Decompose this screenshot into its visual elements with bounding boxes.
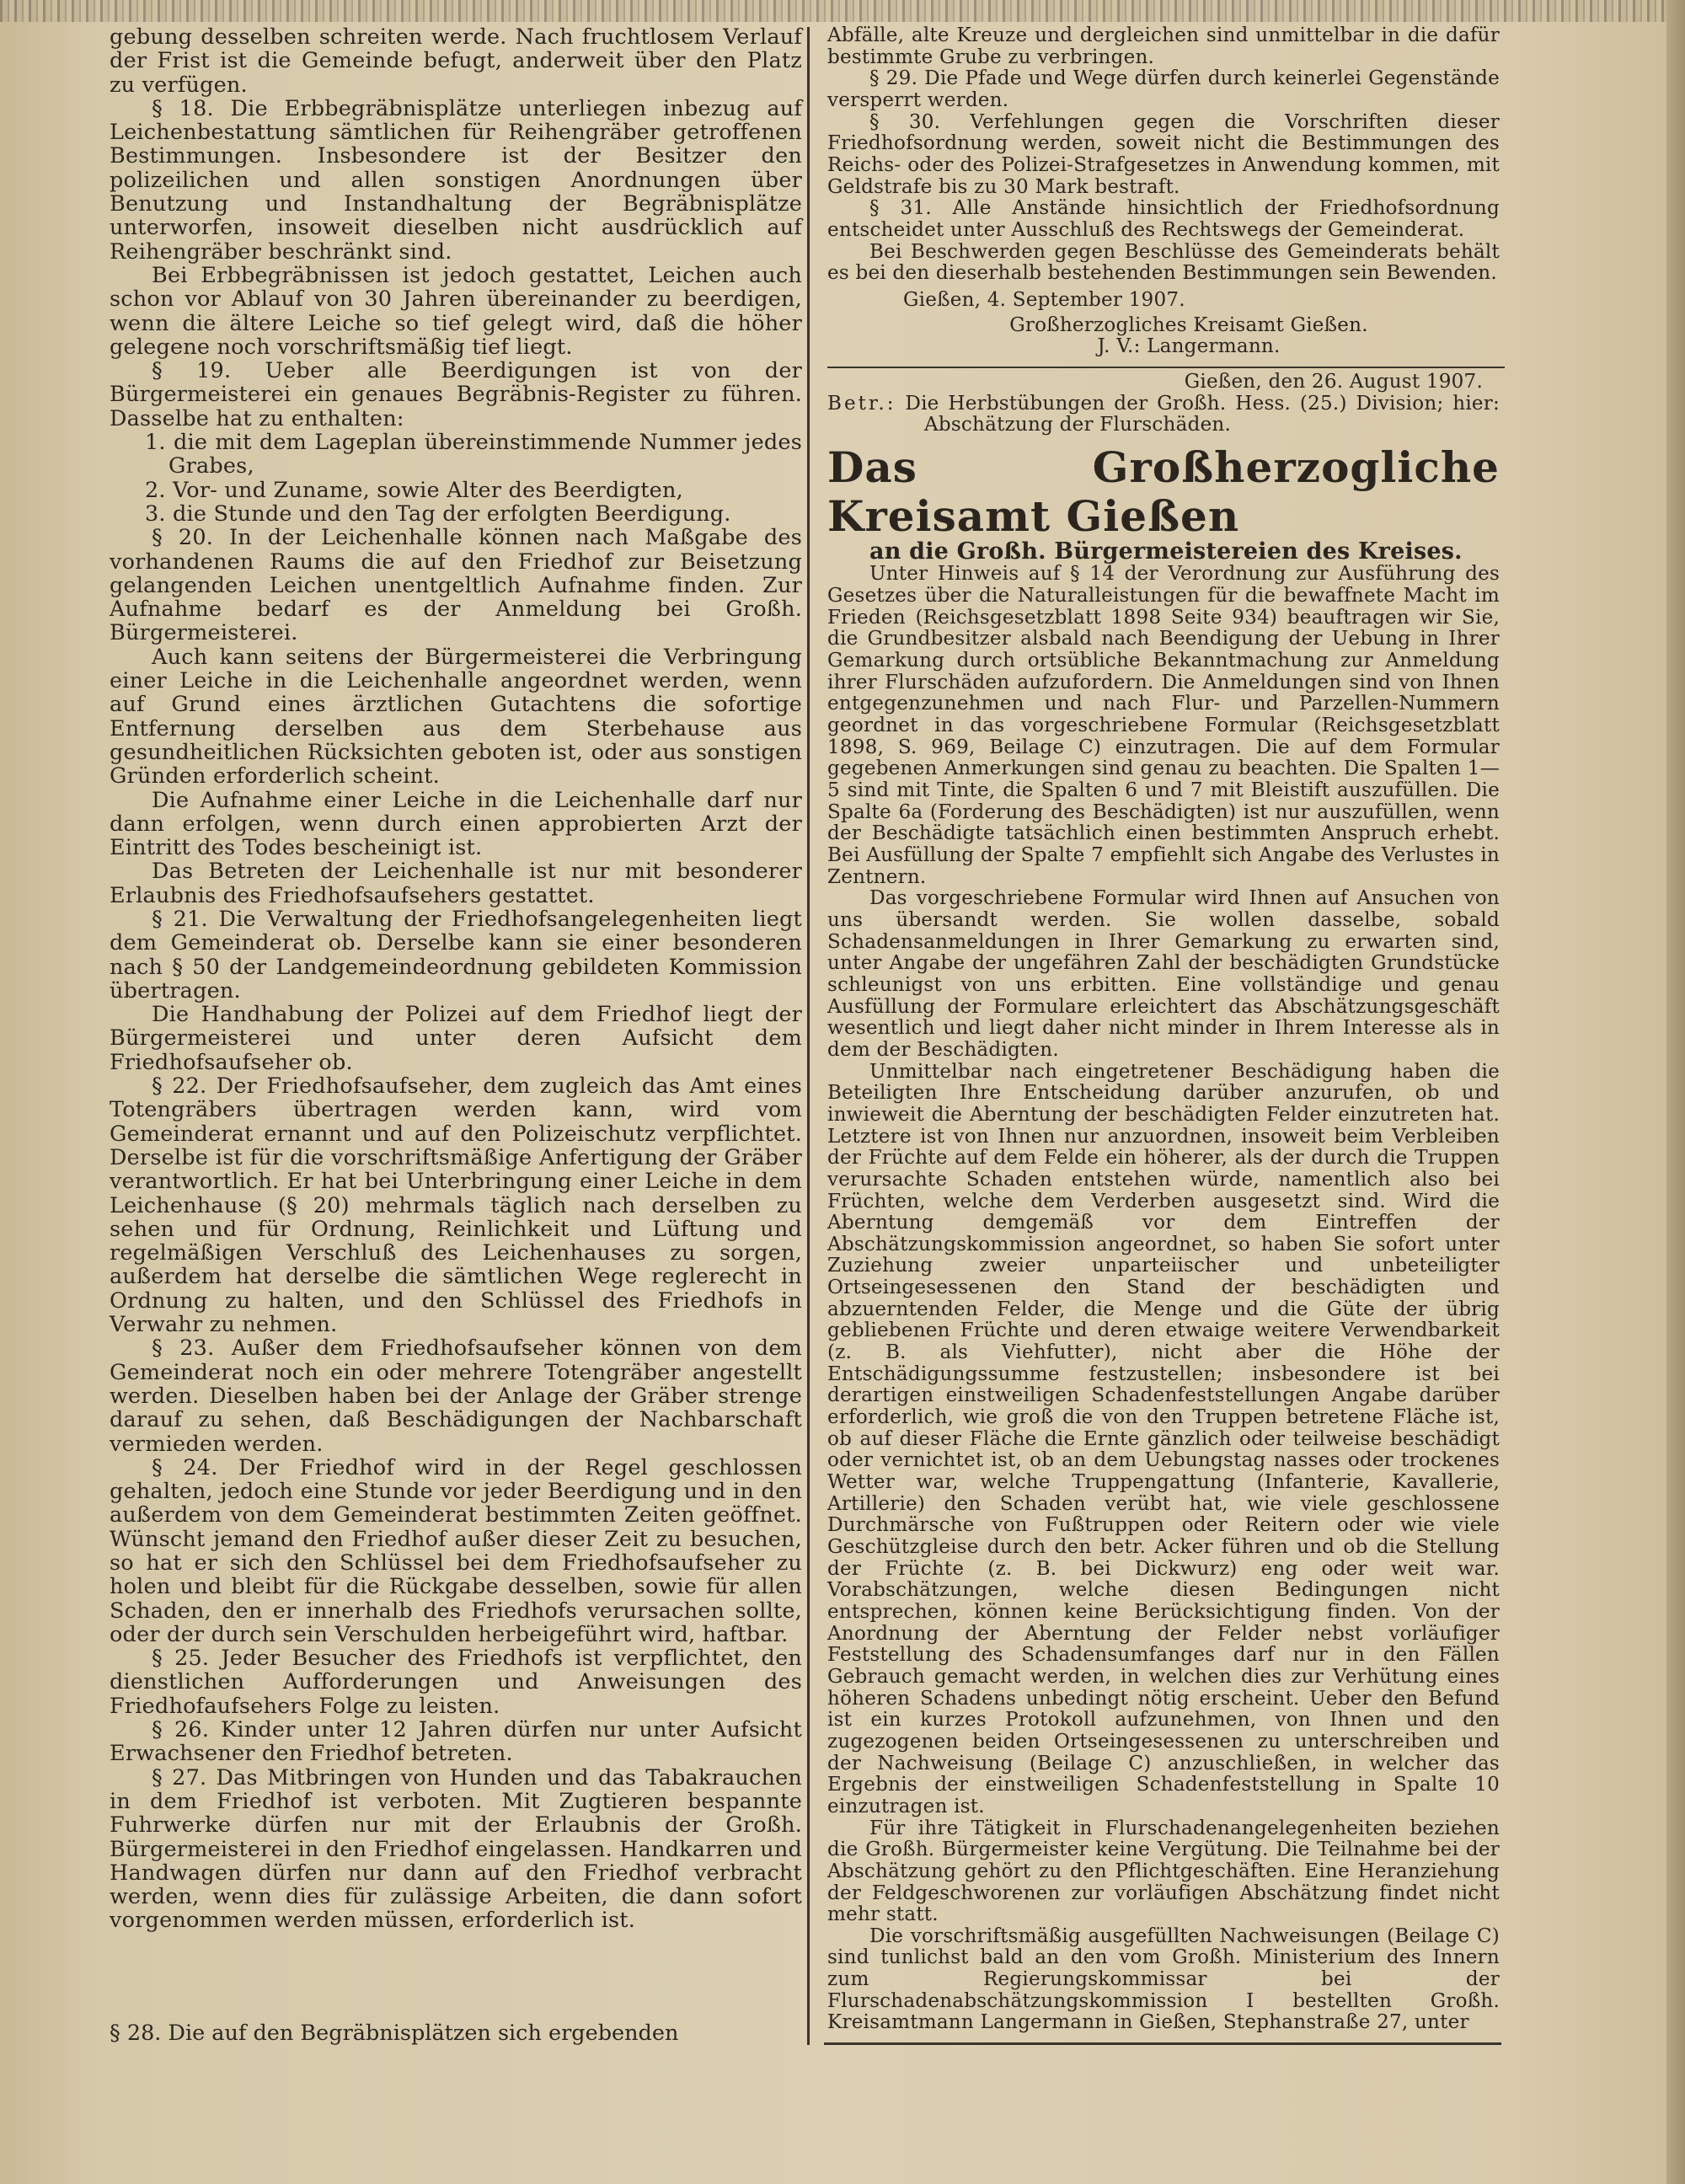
paragraph: Bei Beschwerden gegen Beschlüsse des Gemeinderats behält es bei den dieserhalb bestehenden Bestimmungen sein Bewenden.: [827, 240, 1500, 285]
paragraph: § 26. Kinder unter 12 Jahren dürfen nur unter Aufsicht Erwachsener den Friedhof betreten.: [110, 1717, 802, 1767]
paragraph: Das Betreten der Leichenhalle ist nur mit besonderer Erlaubnis des Friedhofsaufsehers gestattet.: [110, 859, 802, 908]
subject-text: Die Herbstübungen der Großh. Hess. (25.) Division; hier: Abschätzung der Flurschäden.: [905, 392, 1500, 436]
notice-paragraph: Unter Hinweis auf § 14 der Verordnung zur Ausführung des Gesetzes über die Naturalleistungen für die bewaffnete Macht im Frieden (Reichsgesetzblatt 1898 Seite 934) beauftragen wir Sie, die Grundbesitzer alsbald nach Beendigung der Uebung in Ihrer Gemarkung durch ortsübliche Bekanntmachung zur Anmeldung ihrer Flurschäden aufzufordern. Die Anmeldungen sind von Ihnen entgegenzunehmen und nach Flur- und Parzellen-Nummern geordnet in das vorgeschriebene Formular (Reichsgesetzblatt 1898, S. 969, Beilage C) einzutragen. Die auf dem Formular gegebenen Anmerkungen sind genau zu beachten. Die Spalten 1—5 sind mit Tinte, die Spalten 6 und 7 mit Bleistift auszufüllen. Die Spalte 6a (Forderung des Beschädigten) ist nur auszufüllen, wenn der Beschädigte tatsächlich einen bestimmten Anspruch erhebt. Bei Ausfüllung der Spalte 7 empfiehlt sich Angabe des Verlustes in Zentnern.: [827, 563, 1500, 888]
paragraph: Auch kann seitens der Bürgermeisterei die Verbringung einer Leiche in die Leichenhalle angeordnet werden, wenn auf Grund eines ärztlichen Gutachtens die sofortige Entfernung derselben aus dem Sterbehause aus gesundheitlichen Rücksichten geboten ist, oder aus sonstigen Gründen erforderlich scheint.: [110, 644, 802, 790]
paragraph: gebung desselben schreiten werde. Nach fruchtlosem Verlauf der Frist ist die Gemeinde befugt, anderweit über den Platz zu verfügen.: [110, 24, 802, 98]
page-margin-shadow: [1666, 0, 1685, 2184]
paragraph: § 29. Die Pfade und Wege dürfen durch keinerlei Gegenstände versperrt werden.: [827, 67, 1500, 111]
paragraph: Bei Erbbegräbnissen ist jedoch gestattet, Leichen auch schon vor Ablauf von 30 Jahren übereinander zu beerdigen, wenn die ältere Leiche so tief gelegt wird, daß die höher gelegene noch vorschriftsmäßig tief liegt.: [110, 262, 802, 360]
left-column-last-line: § 28. Die auf den Begräbnisplätzen sich ergebenden: [110, 2021, 679, 2046]
notice-body: [827, 564, 1500, 2034]
paragraph: § 18. Die Erbbegräbnisplätze unterliegen inbezug auf Leichenbestattung sämtlichen für Reihengräber getroffenen Bestimmungen. Insbesondere ist der Besitzer den polizeilichen und allen sonstigen Anordnungen über Benutzung und Instandhaltung der Begräbnisplätze unterworfen, insoweit dieselben nicht ausdrücklich auf Reihengräber beschränkt sind.: [110, 95, 802, 265]
notice-dateline: Gießen, den 26. August 1907.: [1184, 370, 1483, 393]
paragraph: § 22. Der Friedhofsaufseher, dem zugleich das Amt eines Totengräbers übertragen werden kann, wird vom Gemeinderat ernannt und auf den Polizeischutz verpflichtet. Derselbe ist für die vorschriftsmäßige Anfertigung der Gräber verantwortlich. Er hat bei Unterbringung einer Leiche in dem Leichenhause (§ 20) mehrmals täglich nach derselben zu sehen und für Ordnung, Reinlichkeit und Lüftung und regelmäßigen Verschluß des Leichenhauses zu sorgen, außerdem hat derselbe die sämtlichen Wege reglerecht in Ordnung zu halten, und den Schlüssel des Friedhofs in Verwahr zu nehmen.: [110, 1073, 802, 1338]
subject-label: Betr.:: [827, 392, 896, 415]
notice-paragraph: Für ihre Tätigkeit in Flurschadenangelegenheiten beziehen die Großh. Bürgermeister keine Vergütung. Die Teilnahme bei der Abschätzung gehört zu den Pflichtgeschäften. Eine Heranziehung der Feldgeschworenen zur vorläufigen Abschätzung findet nicht mehr statt.: [827, 1817, 1500, 1926]
paragraph: § 19. Ueber alle Beerdigungen ist von der Bürgermeisterei ein genaues Begräbnis-Register zu führen. Dasselbe hat zu enthalten:: [110, 358, 802, 431]
register-list-item: 2. Vor- und Zuname, sowie Alter des Beerdigten,: [145, 477, 683, 503]
paragraph: § 31. Alle Anstände hinsichtlich der Friedhofsordnung entscheidet unter Ausschluß des Rechtswegs der Gemeinderat.: [827, 197, 1500, 241]
paragraph: § 24. Der Friedhof wird in der Regel geschlossen gehalten, jedoch eine Stunde vor jeder Beerdigung und in den außerdem von dem Gemeinderat bestimmten Zeiten geöffnet. Wünscht jemand den Friedhof außer dieser Zeit zu besuchen, so hat er sich den Schlüssel bei dem Friedhofsaufseher zu holen und bleibt für die Rückgabe desselben, sowie für allen Schaden, den er innerhalb des Friedhofs verursachen sollte, oder der durch sein Verschulden herbeigeführt wird, haftbar.: [110, 1454, 802, 1647]
paragraph: Abfälle, alte Kreuze und dergleichen sind unmittelbar in die dafür bestimmte Grube zu verbringen.: [827, 24, 1500, 68]
register-list-item: 1. die mit dem Lageplan übereinstimmende Nummer jedes Grabes,: [145, 430, 802, 479]
notice-headline: Das Großherzogliche Kreisamt Gießen: [827, 442, 1500, 541]
bottom-rule: [824, 2042, 1501, 2045]
paragraph: Die Handhabung der Polizei auf dem Friedhof liegt der Bürgermeisterei und unter deren Aufsicht dem Friedhofsaufseher ob.: [110, 1002, 802, 1075]
paragraph: § 20. In der Leichenhalle können nach Maßgabe des vorhandenen Raums die auf den Friedhof zur Beisetzung gelangenden Leichen unentgeltlich Aufnahme finden. Zur Aufnahme bedarf es der Anmeldung bei Großh. Bürgermeisterei.: [110, 525, 802, 646]
closing-office: Großherzogliches Kreisamt Gießen.: [1009, 313, 1368, 336]
notice-paragraph: Das vorgeschriebene Formular wird Ihnen auf Ansuchen von uns übersandt werden. Sie wollen dasselbe, sobald Schadensanmeldungen in Ihrer Gemarkung zu erwarten sind, unter Angabe der ungefähren Zahl der beschädigten Grundstücke schleunigst von uns erbitten. Eine vollständige und genau Ausfüllung der Formulare erleichtert das Abschätzungsgeschäft wesentlich und liegt daher nicht minder in Ihrem Interesse als in dem der Beschädigten.: [827, 887, 1500, 1061]
paragraph: § 21. Die Verwaltung der Friedhofsangelegenheiten liegt dem Gemeinderat ob. Derselbe kann sie einer besonderen nach § 50 der Landgemeindeordnung gebildeten Kommission übertragen.: [110, 906, 802, 1004]
section-rule: [827, 367, 1505, 368]
right-column: [827, 25, 1500, 2034]
paragraph: § 30. Verfehlungen gegen die Vorschriften dieser Friedhofsordnung werden, soweit nicht die Bestimmungen des Reichs- oder des Polizei-Strafgesetzes in Anwendung kommen, mit Geldstrafe bis zu 30 Mark bestraft.: [827, 110, 1500, 198]
closing-signature: J. V.: Langermann.: [1097, 335, 1281, 358]
paragraph: § 27. Das Mitbringen von Hunden und das Tabakrauchen in dem Friedhof ist verboten. Mit Zugtieren bespannte Fuhrwerke dürfen nur mit der Erlaubnis der Großh. Bürgermeisterei in den Friedhof eingelassen. Handkarren und Handwagen dürfen nur dann auf den Friedhof verbracht werden, wenn dies für zulässige Arbeiten, die dann sofort vorgenommen werden müssen, erforderlich ist.: [110, 1764, 802, 1934]
column-divider: [807, 27, 810, 2045]
friedhof-ordnung-end: [827, 25, 1500, 285]
paragraph: § 25. Jeder Besucher des Friedhofs ist verpflichtet, den dienstlichen Aufforderungen und Anweisungen des Friedhofaufsehers Folge zu leisten.: [110, 1646, 802, 1719]
adjacent-page-edge: [0, 0, 1685, 22]
paragraph: Die Aufnahme einer Leiche in die Leichenhalle darf nur dann erfolgen, wenn durch einen approbierten Arzt der Eintritt des Todes bescheinigt ist.: [110, 787, 802, 861]
notice-paragraph: Unmittelbar nach eingetretener Beschädigung haben die Beteiligten Ihre Entscheidung darüber anzurufen, ob und inwieweit die Aberntung der beschädigten Felder einzutreten hat. Letztere ist von Ihnen nur anzuordnen, insoweit beim Verbleiben der Früchte auf dem Felde ein höherer, als der durch die Truppen verursachte Schaden entstehen würde, namentlich also bei Früchten, welche dem Verderben ausgesetzt sind. Wird die Aberntung demgemäß vor dem Eintreffen der Abschätzungskommission angeordnet, so haben Sie sofort unter Zuziehung zweier unparteiischer und unbeteiligter Ortseingesessenen den Stand der beschädigten und abzuerntenden Felder, die Menge und die Güte der übrig gebliebenen Früchte und deren etwaige weitere Verwendbarkeit (z. B. als Viehfutter), nicht aber die Höhe der Entschädigungssumme festzustellen; insbesondere ist bei derartigen einstweiligen Schadenfeststellungen Angabe darüber erforderlich, wie groß die von den Truppen betretene Fläche ist, ob auf dieser Fläche die Ernte gänzlich oder teilweise beschädigt oder vernichtet ist, ob an dem Uebungstag nasses oder trockenes Wetter war, welche Truppengattung (Infanterie, Kavallerie, Artillerie) den Schaden verübt hat, wie viele geschlossene Durchmärsche von Fußtruppen oder Reitern oder wie viele Geschützgleise durch den betr. Acker führen und ob die Stellung der Früchte (z. B. bei Dickwurz) eng oder weit war. Vorabschätzungen, welche diesen Bedingungen nicht entsprechen, können keine Berücksichtigung finden. Von der Anordnung der Aberntung der Felder nebst vorläufiger Feststellung des Schadensumfanges darf nur in den Fällen Gebrauch gemacht werden, in welchen dies zur Verhütung eines höheren Schadens unbedingt nötig erscheint. Ueber den Befund ist ein kurzes Protokoll aufzunehmen, von Ihnen und den zugezogenen beiden Ortseingesessenen zu unterschreiben und der Nachweisung (Beilage C) anzuschließen, in welcher das Ergebnis der einstweiligen Schadenfeststellung in Spalte 10 einzutragen ist.: [827, 1060, 1500, 1817]
register-list-item: 3. die Stunde und den Tag der erfolgten Beerdigung.: [145, 500, 731, 527]
notice-paragraph: Die vorschriftsmäßig ausgefüllten Nachweisungen (Beilage C) sind tunlichst bald an den vom Großh. Ministerium des Innern zum Regierungskommissar bei der Flurschadenabschätzungskommission I bestellten Großh. Kreisamtmann Langermann in Gießen, Stephanstraße 27, unter: [827, 1924, 1500, 2034]
closing-date: Gießen, 4. September 1907.: [903, 288, 1185, 311]
notice-subject: [827, 393, 1500, 436]
left-column: [110, 25, 802, 1933]
notice-subhead: an die Großh. Bürgermeistereien des Kreises.: [869, 538, 1463, 565]
paragraph: § 23. Außer dem Friedhofsaufseher können von dem Gemeinderat noch ein oder mehrere Totengräber angestellt werden. Dieselben haben bei der Anlage der Gräber strenge darauf zu sehen, daß Beschädigungen der Nachbarschaft vermieden werden.: [110, 1336, 802, 1457]
